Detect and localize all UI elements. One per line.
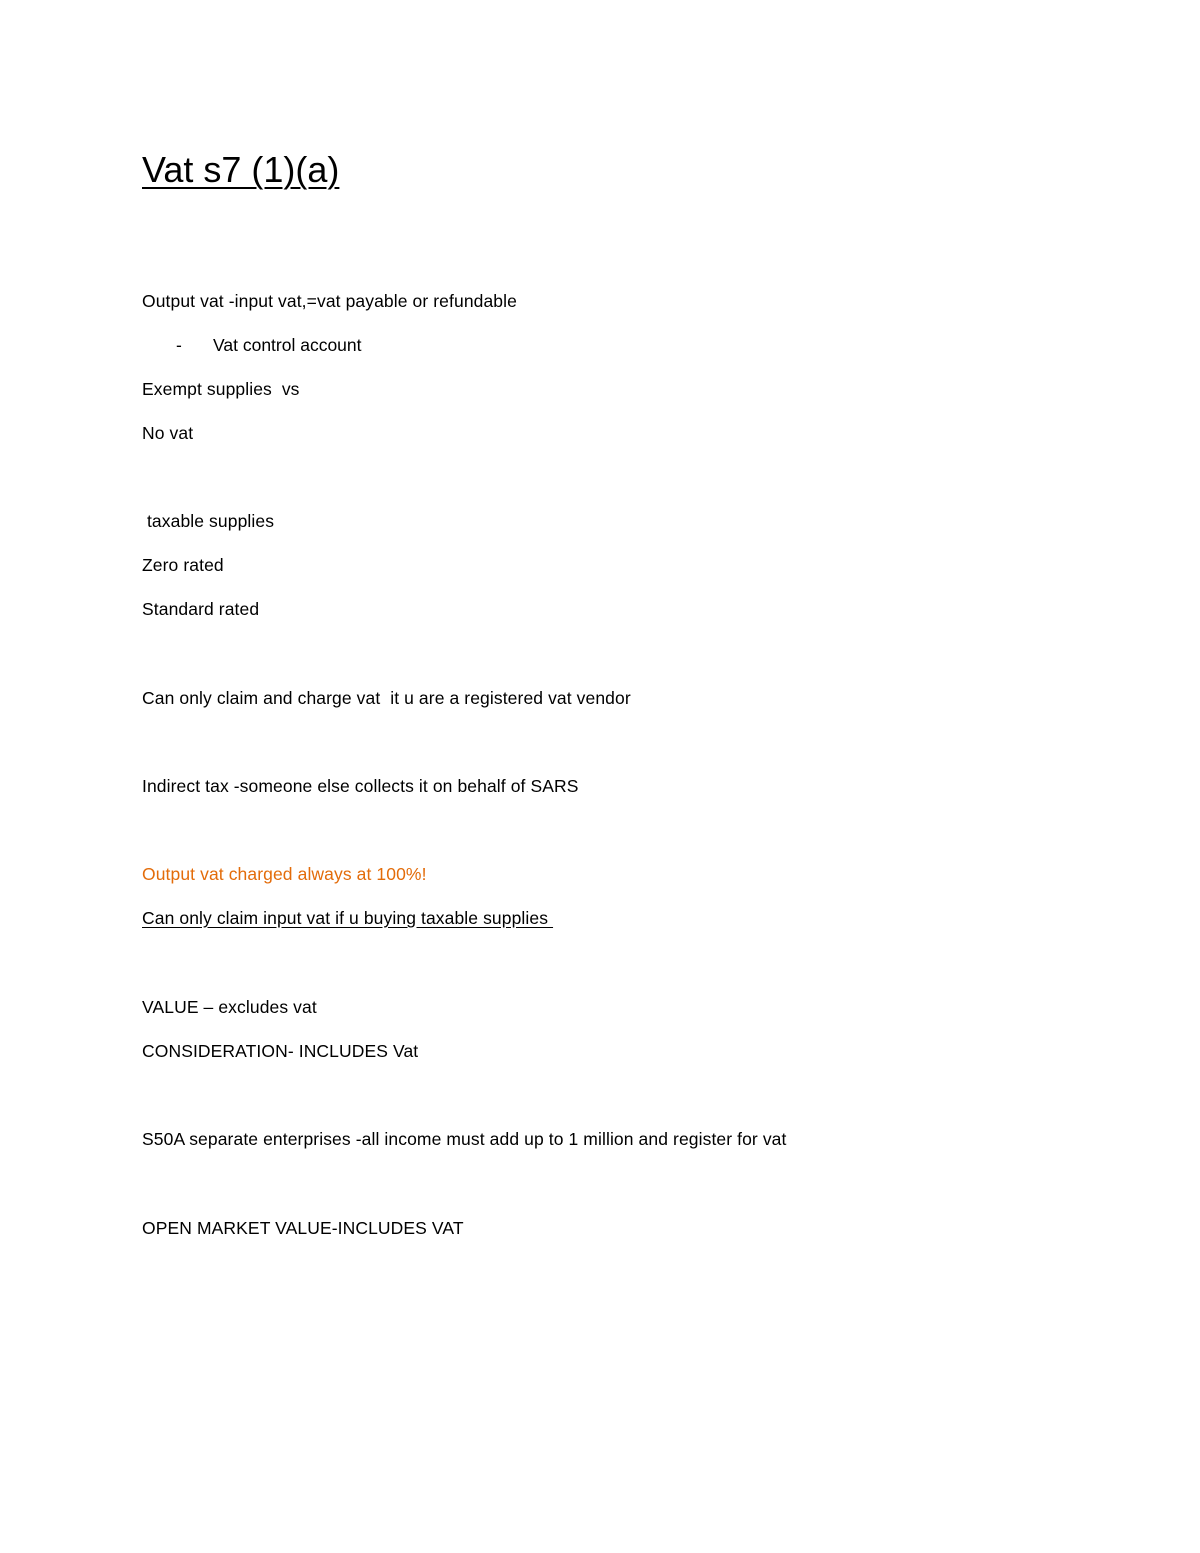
claim-input-vat-line: Can only claim input vat if u buying taxable supplies bbox=[142, 908, 554, 928]
exempt-supplies-line: Exempt supplies vs bbox=[142, 379, 300, 399]
open-market-value-line: OPEN MARKET VALUE-INCLUDES VAT bbox=[142, 1218, 464, 1238]
bullet-marker: - bbox=[176, 335, 182, 355]
output-vat-100-line: Output vat charged always at 100%! bbox=[142, 864, 427, 884]
indirect-tax-line: Indirect tax -someone else collects it on behalf of SARS bbox=[142, 776, 579, 796]
s50a-line: S50A separate enterprises -all income must add up to 1 million and register for vat bbox=[142, 1129, 787, 1149]
vat-control-account-bullet: Vat control account bbox=[213, 335, 362, 355]
standard-rated-line: Standard rated bbox=[142, 599, 260, 619]
value-excludes-vat-line: VALUE – excludes vat bbox=[142, 997, 317, 1017]
document-title: Vat s7 (1)(a) bbox=[142, 149, 340, 190]
no-vat-line: No vat bbox=[142, 423, 194, 443]
output-input-vat-line: Output vat -input vat,=vat payable or refundable bbox=[142, 291, 517, 311]
zero-rated-line: Zero rated bbox=[142, 555, 224, 575]
taxable-supplies-line: taxable supplies bbox=[142, 511, 275, 531]
consideration-includes-vat-line: CONSIDERATION- INCLUDES Vat bbox=[142, 1041, 419, 1061]
registered-vendor-line: Can only claim and charge vat it u are a registered vat vendor bbox=[142, 688, 631, 708]
